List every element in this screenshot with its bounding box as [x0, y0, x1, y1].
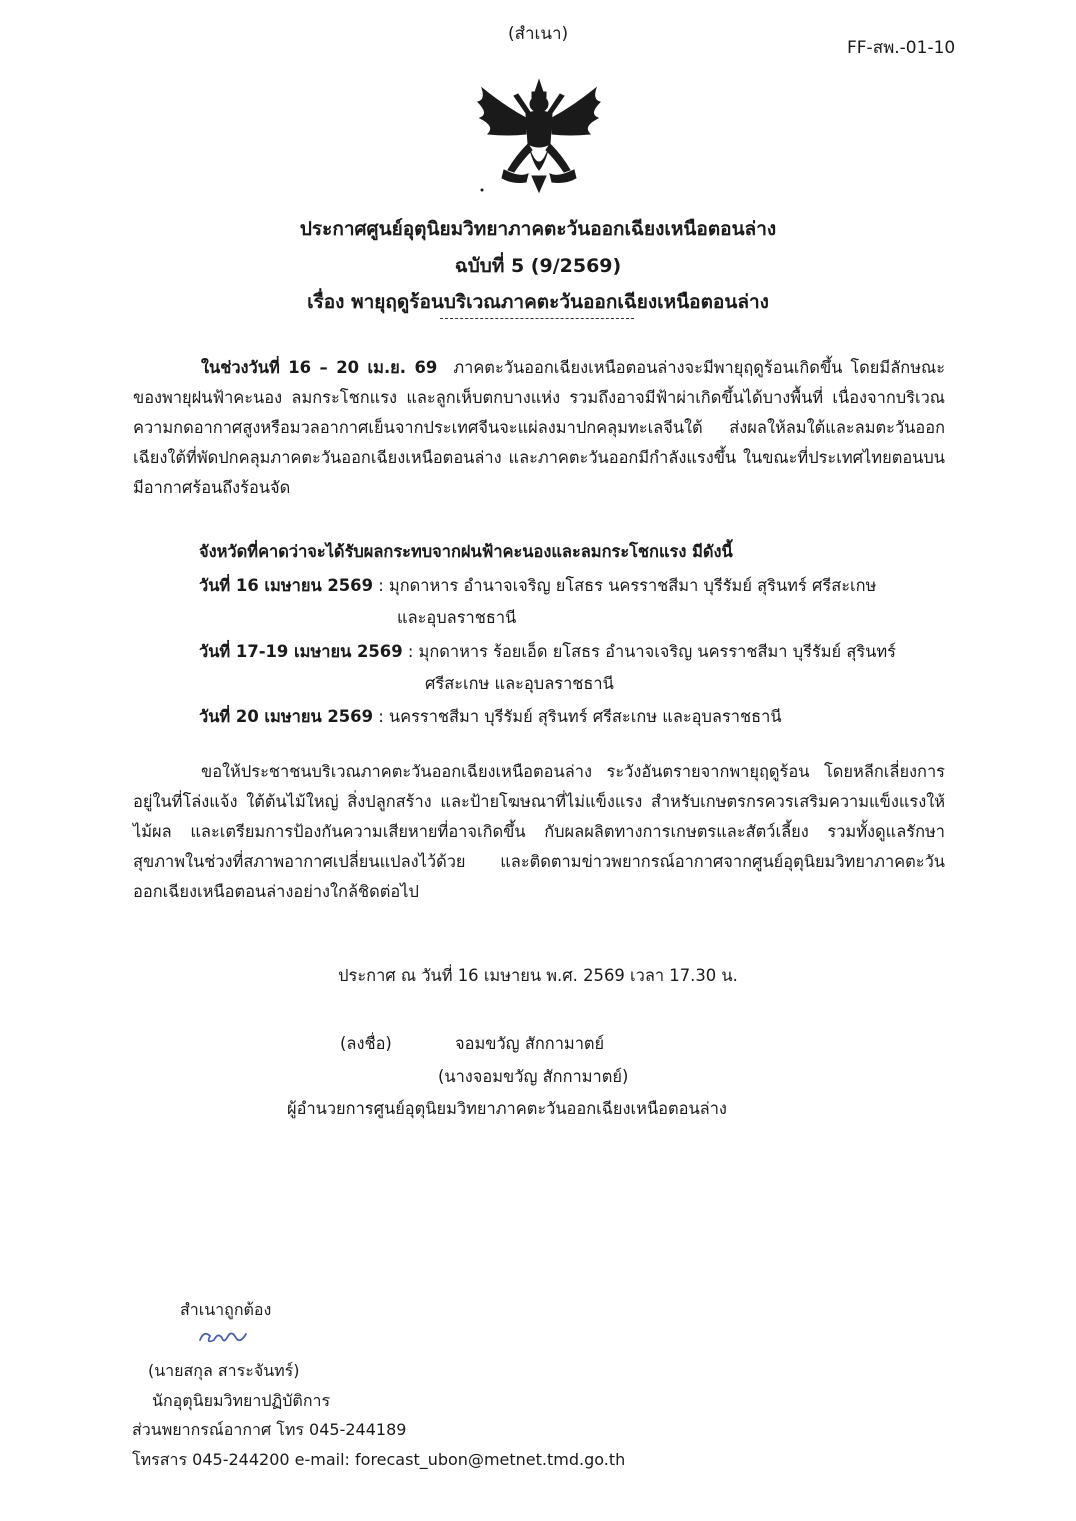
forecast-paragraph	[133, 353, 945, 503]
title-divider	[440, 318, 634, 319]
form-code: FF-สพ.-01-10	[847, 38, 956, 58]
province-list: : มุกดาหาร อำนาจเจริญ ยโสธร นครราชสีมา บุรีรัมย์ สุรินทร์ ศรีสะเกษ	[372, 576, 877, 595]
province-date: วันที่ 17-19 เมษายน 2569	[199, 642, 403, 661]
handwritten-signature	[196, 1326, 252, 1348]
announcement-subject: เรื่อง พายุฤดูร้อนบริเวณภาคตะวันออกเฉียงเหนือตอนล่าง	[307, 291, 769, 313]
province-list: : มุกดาหาร ร้อยเอ็ด ยโสธร อำนาจเจริญ นครราชสีมา บุรีรัมย์ สุรินทร์	[402, 642, 896, 661]
province-date: วันที่ 20 เมษายน 2569	[199, 707, 373, 726]
announcement-date: ประกาศ ณ วันที่ 16 เมษายน พ.ศ. 2569 เวลา 17.30 น.	[338, 966, 738, 985]
province-row	[199, 704, 782, 730]
provinces-heading: จังหวัดที่คาดว่าจะได้รับผลกระทบจากฝนฟ้าคะนองและลมกระโชกแรง มีดังนี้	[199, 542, 733, 561]
signature-label: (ลงชื่อ)	[340, 1034, 392, 1053]
certifier-name: (นายสกุล สาระจันทร์)	[148, 1361, 300, 1380]
certifier-department: ส่วนพยากรณ์อากาศ โทร 045-244189	[132, 1420, 407, 1439]
contact-fax-email: โทรสาร 045-244200 e-mail: forecast_ubon@metnet.tmd.go.th	[132, 1450, 626, 1469]
province-list: : นครราชสีมา บุรีรัมย์ สุรินทร์ ศรีสะเกษ และอุบลราชธานี	[372, 707, 782, 726]
signatory-full-name: (นางจอมขวัญ สักกามาตย์)	[438, 1067, 629, 1086]
signatory-position: ผู้อำนวยการศูนย์อุตุนิยมวิทยาภาคตะวันออกเฉียงเหนือตอนล่าง	[287, 1099, 727, 1118]
garuda-emblem-icon	[468, 78, 610, 196]
province-row	[199, 573, 876, 599]
province-list-cont: และอุบลราชธานี	[397, 608, 517, 627]
forecast-period: ในช่วงวันที่ 16 – 20 เม.ย. 69	[201, 358, 438, 377]
announcement-title: ประกาศศูนย์อุตุนิยมวิทยาภาคตะวันออกเฉียงเหนือตอนล่าง	[299, 218, 777, 240]
forecast-text: ภาคตะวันออกเฉียงเหนือตอนล่างจะมีพายุฤดูร้อนเกิดขึ้น โดยมีลักษณะของพายุฝนฟ้าคะนอง ลมกระโชกแรง และลูกเห็บตกบางแห่ง รวมถึงอาจมีฟ้าผ่าเกิดขึ้นได้บางพื้นที่ เนื่องจากบริเวณความกดอากาศสูงหรือมวลอากาศเย็นจากประเทศจีนจะแผ่ลงมาปกคลุมทะเลจีนใต้ ส่งผลให้ลมใต้และลมตะวันออกเฉียงใต้ที่พัดปกคลุมภาคตะวันออกเฉียงเหนือตอนล่าง และภาคตะวันออกมีกำลังแรงขึ้น ในขณะที่ประเทศไทยตอนบนมีอากาศร้อนถึงร้อนจัด	[133, 358, 946, 497]
certified-copy-label: สำเนาถูกต้อง	[180, 1300, 272, 1319]
announcement-issue: ฉบับที่ 5 (9/2569)	[454, 255, 622, 277]
province-list-cont: ศรีสะเกษ และอุบลราชธานี	[425, 674, 614, 693]
advisory-paragraph: ขอให้ประชาชนบริเวณภาคตะวันออกเฉียงเหนือตอนล่าง ระวังอันตรายจากพายุฤดูร้อน โดยหลีกเลี่ยงการอยู่ในที่โล่งแจ้ง ใต้ต้นไม้ใหญ่ สิ่งปลูกสร้าง และป้ายโฆษณาที่ไม่แข็งแรง สำหรับเกษตรกรควรเสริมความแข็งแรงให้ไม้ผล และเตรียมการป้องกันความเสียหายที่อาจเกิดขึ้น กับผลผลิตทางการเกษตรและสัตว์เลี้ยง รวมทั้งดูแลรักษาสุขภาพในช่วงที่สภาพอากาศเปลี่ยนแปลงไว้ด้วย และติดตามข่าวพยากรณ์อากาศจากศูนย์อุตุนิยมวิทยาภาคตะวันออกเฉียงเหนือตอนล่างอย่างใกล้ชิดต่อไป	[133, 762, 945, 901]
copy-mark: (สำเนา)	[508, 24, 569, 44]
province-date: วันที่ 16 เมษายน 2569	[199, 576, 373, 595]
signatory-name: จอมขวัญ สักกามาตย์	[455, 1034, 605, 1053]
certifier-position: นักอุตุนิยมวิทยาปฏิบัติการ	[152, 1391, 331, 1410]
province-row	[199, 639, 896, 665]
